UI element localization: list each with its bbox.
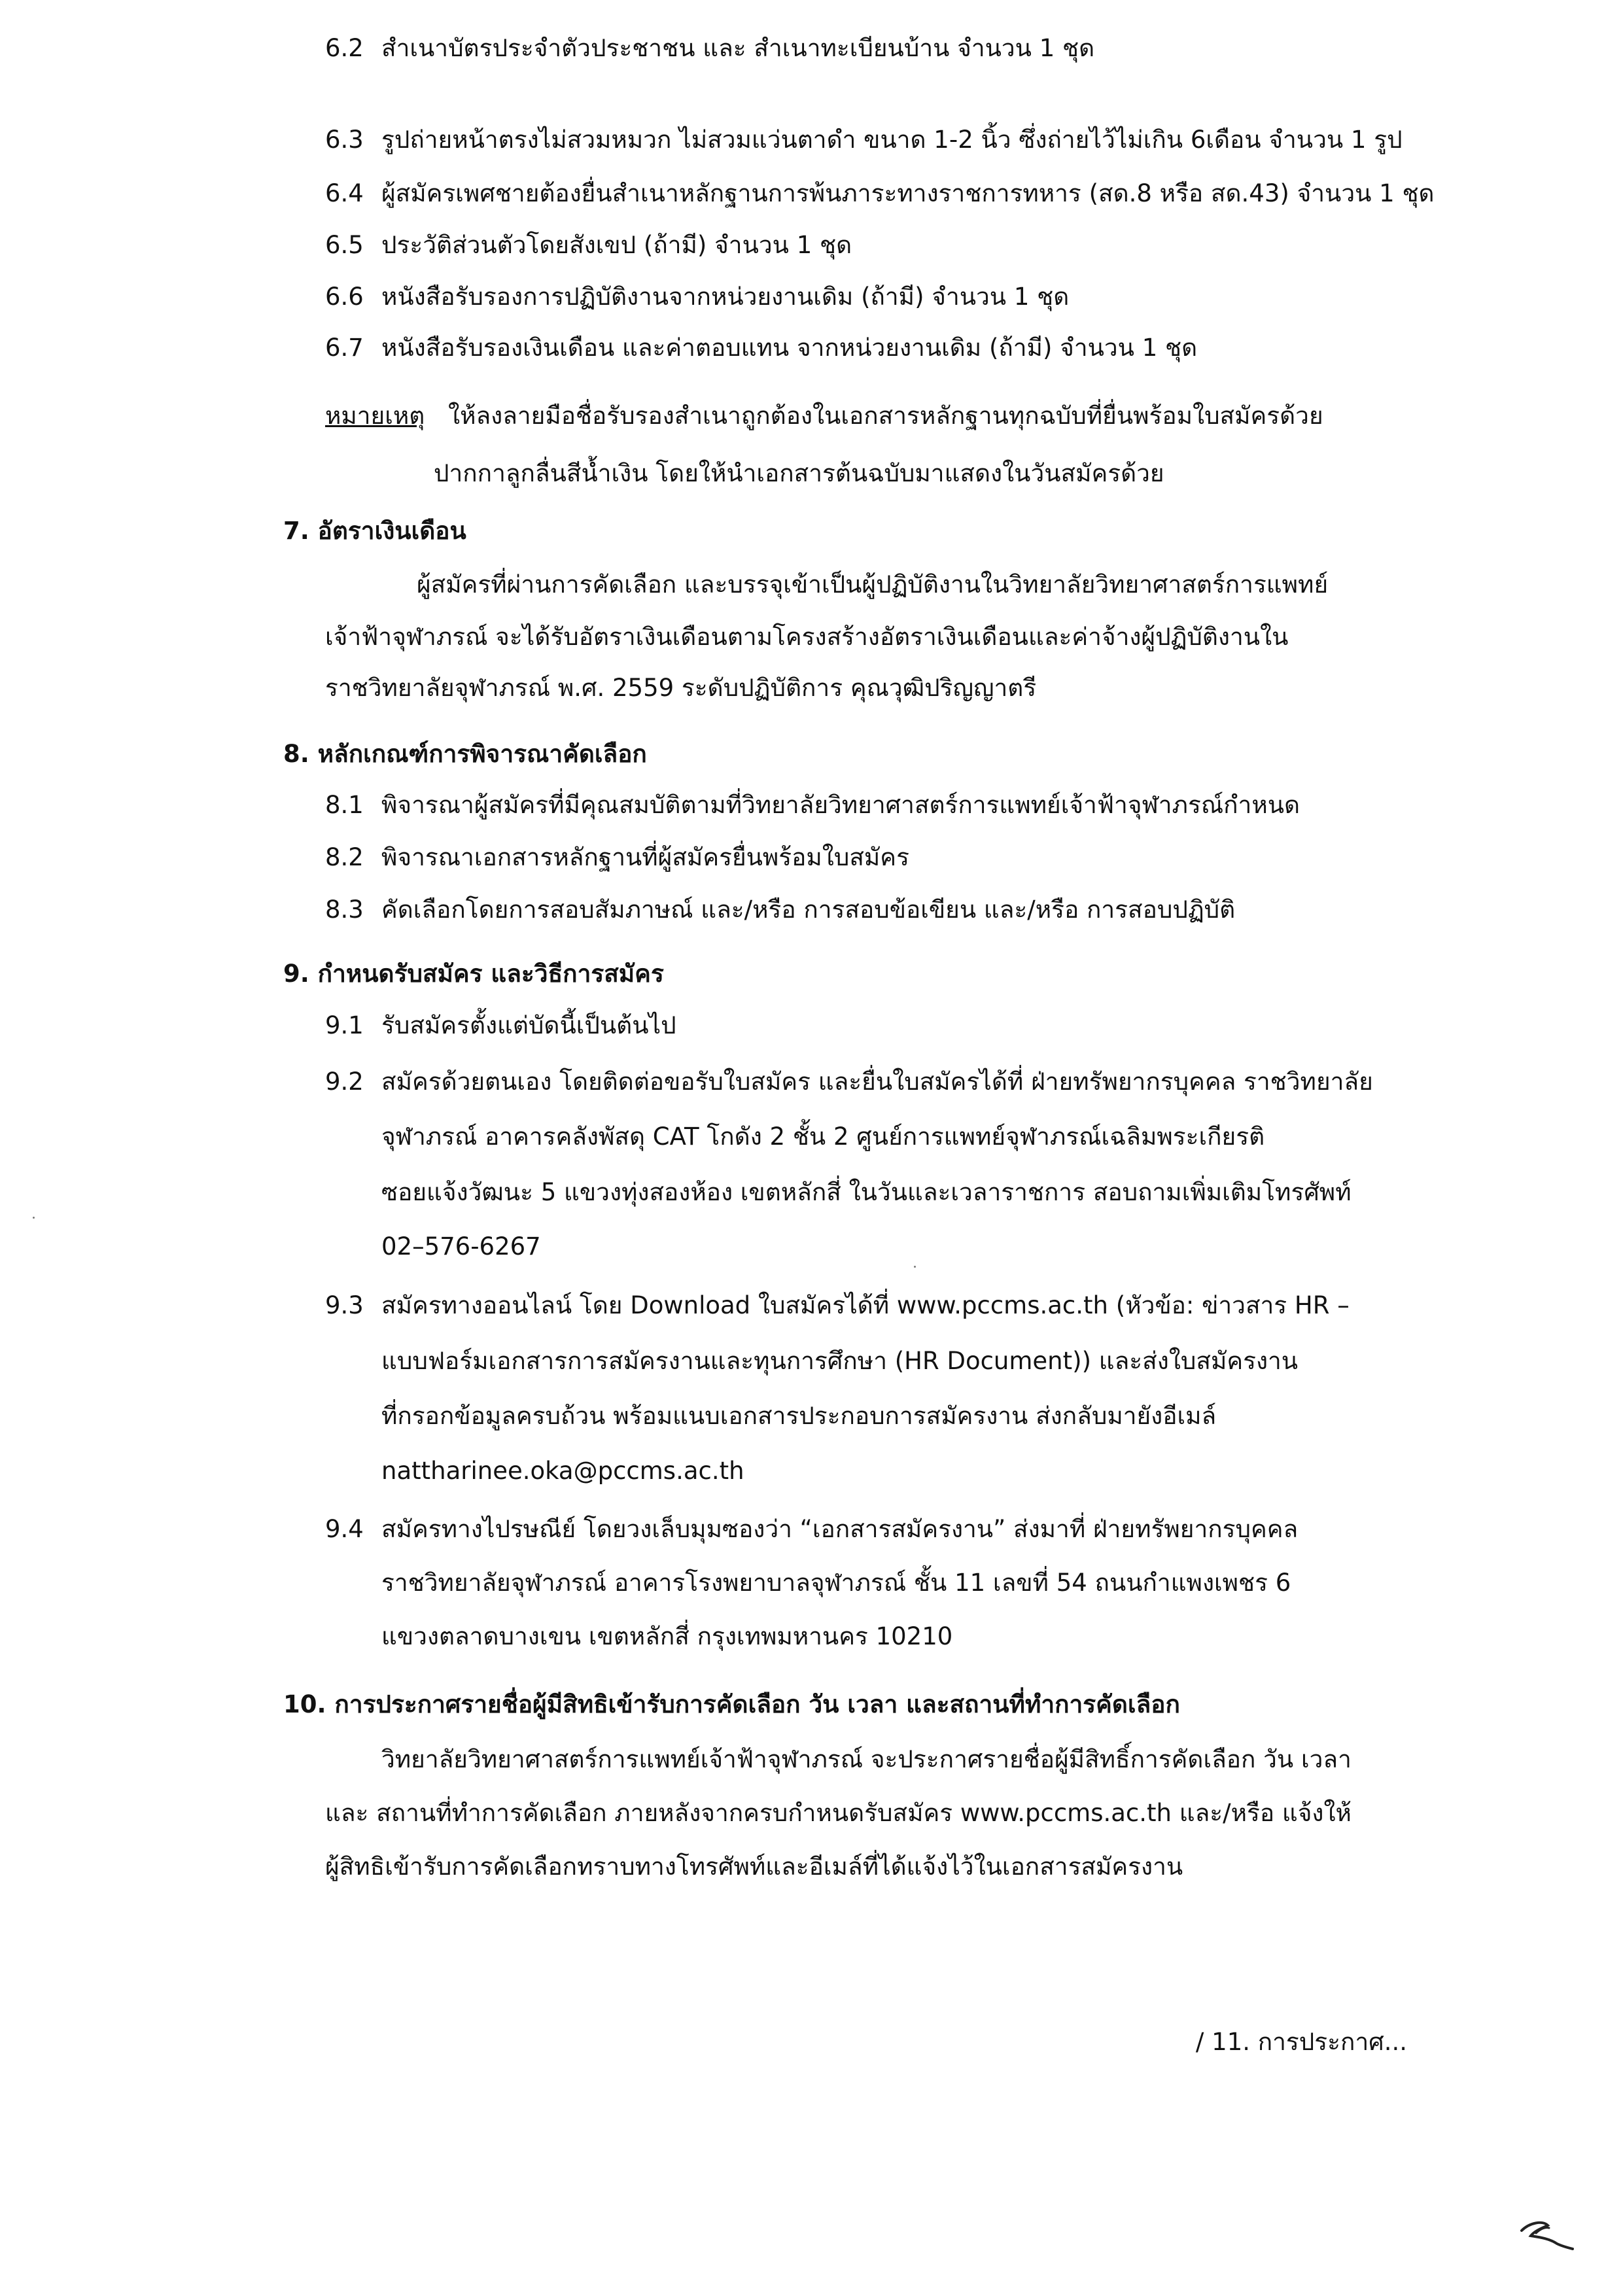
list-item: สำเนาบัตรประจำตัวประชาชน และ สำเนาทะเบียนบ้าน จำนวน 1 ชุด	[381, 34, 1095, 62]
paragraph-line: ราชวิทยาลัยจุฬาภรณ์ พ.ศ. 2559 ระดับปฏิบัติการ คุณวุฒิปริญญาตรี	[325, 674, 1037, 702]
item-number: 9.1	[325, 1011, 364, 1039]
paragraph-line: สมัครทางออนไลน์ โดย Download ใบสมัครได้ที่ www.pccms.ac.th (หัวข้อ: ข่าวสาร HR –	[381, 1291, 1350, 1319]
paragraph-line: จุฬาภรณ์ อาคารคลังพัสดุ CAT โกดัง 2 ชั้น 2 ศูนย์การแพทย์จุฬาภรณ์เฉลิมพระเกียรติ	[381, 1122, 1265, 1151]
list-item: คัดเลือกโดยการสอบสัมภาษณ์ และ/หรือ การสอบข้อเขียน และ/หรือ การสอบปฏิบัติ	[381, 896, 1236, 924]
email-address: nattharinee.oka@pccms.ac.th	[381, 1457, 744, 1485]
note-label: หมายเหตุ	[325, 402, 425, 430]
item-number: 6.5	[325, 231, 364, 259]
item-number: 9.4	[325, 1515, 364, 1543]
item-number: 8.3	[325, 896, 364, 924]
paragraph-line: และ สถานที่ทำการคัดเลือก ภายหลังจากครบกำหนดรับสมัคร www.pccms.ac.th และ/หรือ แจ้งให้	[325, 1799, 1352, 1827]
item-number: 6.6	[325, 283, 364, 311]
paragraph-line: ซอยแจ้งวัฒนะ 5 แขวงทุ่งสองห้อง เขตหลักสี่ ในวันและเวลาราชการ สอบถามเพิ่มเติมโทรศัพท์	[381, 1178, 1352, 1206]
item-number: 6.4	[325, 179, 364, 207]
item-number: 8.1	[325, 791, 364, 819]
paragraph-line: ราชวิทยาลัยจุฬาภรณ์ อาคารโรงพยาบาลจุฬาภรณ์ ชั้น 11 เลขที่ 54 ถนนกำแพงเพชร 6	[381, 1569, 1291, 1597]
paragraph-line: ผู้สิทธิเข้ารับการคัดเลือกทราบทางโทรศัพท์และอีเมล์ที่ได้แจ้งไว้ในเอกสารสมัครงาน	[325, 1852, 1183, 1881]
section-heading: 9. กำหนดรับสมัคร และวิธีการสมัคร	[283, 960, 664, 988]
paragraph-line: สมัครด้วยตนเอง โดยติดต่อขอรับใบสมัคร และยื่นใบสมัครได้ที่ ฝ่ายทรัพยากรบุคคล ราชวิทยาลัย	[381, 1068, 1373, 1096]
item-number: 9.2	[325, 1068, 364, 1096]
note-text-line: ปากกาลูกลื่นสีน้ำเงิน โดยให้นำเอกสารต้นฉบับมาแสดงในวันสมัครด้วย	[434, 459, 1164, 487]
list-item: หนังสือรับรองการปฏิบัติงานจากหน่วยงานเดิม (ถ้ามี) จำนวน 1 ชุด	[381, 283, 1070, 311]
list-item: พิจารณาเอกสารหลักฐานที่ผู้สมัครยื่นพร้อมใบสมัคร	[381, 843, 909, 871]
item-number: 9.3	[325, 1291, 364, 1319]
phone-number: 02–576-6267	[381, 1232, 541, 1261]
paragraph-line: สมัครทางไปรษณีย์ โดยวงเล็บมุมซองว่า “เอกสารสมัครงาน” ส่งมาที่ ฝ่ายทรัพยากรบุคคล	[381, 1515, 1299, 1543]
scan-speck	[33, 1217, 35, 1219]
item-number: 8.2	[325, 843, 364, 871]
section-heading: 8. หลักเกณฑ์การพิจารณาคัดเลือก	[283, 740, 647, 768]
item-number: 6.7	[325, 334, 364, 362]
note-text-line: ให้ลงลายมือชื่อรับรองสำเนาถูกต้องในเอกสารหลักฐานทุกฉบับที่ยื่นพร้อมใบสมัครด้วย	[448, 402, 1323, 430]
paragraph-line: เจ้าฟ้าจุฬาภรณ์ จะได้รับอัตราเงินเดือนตามโครงสร้างอัตราเงินเดือนและค่าจ้างผู้ปฏิบัติงานใน	[325, 623, 1289, 651]
paragraph-line: ที่กรอกข้อมูลครบถ้วน พร้อมแนบเอกสารประกอบการสมัครงาน ส่งกลับมายังอีเมล์	[381, 1402, 1217, 1430]
handwritten-initials	[1516, 2211, 1575, 2257]
list-item: หนังสือรับรองเงินเดือน และค่าตอบแทน จากหน่วยงานเดิม (ถ้ามี) จำนวน 1 ชุด	[381, 334, 1198, 362]
paragraph-line: วิทยาลัยวิทยาศาสตร์การแพทย์เจ้าฟ้าจุฬาภรณ์ จะประกาศรายชื่อผู้มีสิทธิ์การคัดเลือก วัน เวลา	[381, 1745, 1352, 1773]
section-heading: 7. อัตราเงินเดือน	[283, 517, 466, 545]
list-item: รูปถ่ายหน้าตรงไม่สวมหมวก ไม่สวมแว่นตาดำ ขนาด 1-2 นิ้ว ซึ่งถ่ายไว้ไม่เกิน 6เดือน จำนวน 1 รูป	[381, 126, 1403, 154]
scan-speck	[914, 1266, 916, 1268]
list-item: พิจารณาผู้สมัครที่มีคุณสมบัติตามที่วิทยาลัยวิทยาศาสตร์การแพทย์เจ้าฟ้าจุฬาภรณ์กำหนด	[381, 791, 1300, 819]
list-item: ประวัติส่วนตัวโดยสังเขป (ถ้ามี) จำนวน 1 ชุด	[381, 231, 852, 259]
section-heading: 10. การประกาศรายชื่อผู้มีสิทธิเข้ารับการคัดเลือก วัน เวลา และสถานที่ทำการคัดเลือก	[283, 1690, 1180, 1718]
paragraph-line: แขวงตลาดบางเขน เขตหลักสี่ กรุงเทพมหานคร 10210	[381, 1622, 953, 1650]
list-item: ผู้สมัครเพศชายต้องยื่นสำเนาหลักฐานการพ้นภาระทางราชการทหาร (สด.8 หรือ สด.43) จำนวน 1 ชุด	[381, 179, 1435, 207]
list-item: รับสมัครตั้งแต่บัดนี้เป็นต้นไป	[381, 1011, 676, 1039]
paragraph-line: ผู้สมัครที่ผ่านการคัดเลือก และบรรจุเข้าเป็นผู้ปฏิบัติงานในวิทยาลัยวิทยาศาสตร์การแพทย์	[417, 570, 1329, 599]
page-continuation: / 11. การประกาศ...	[1195, 2028, 1407, 2056]
item-number: 6.3	[325, 126, 364, 154]
paragraph-line: แบบฟอร์มเอกสารการสมัครงานและทุนการศึกษา (HR Document)) และส่งใบสมัครงาน	[381, 1347, 1299, 1375]
item-number: 6.2	[325, 34, 364, 62]
